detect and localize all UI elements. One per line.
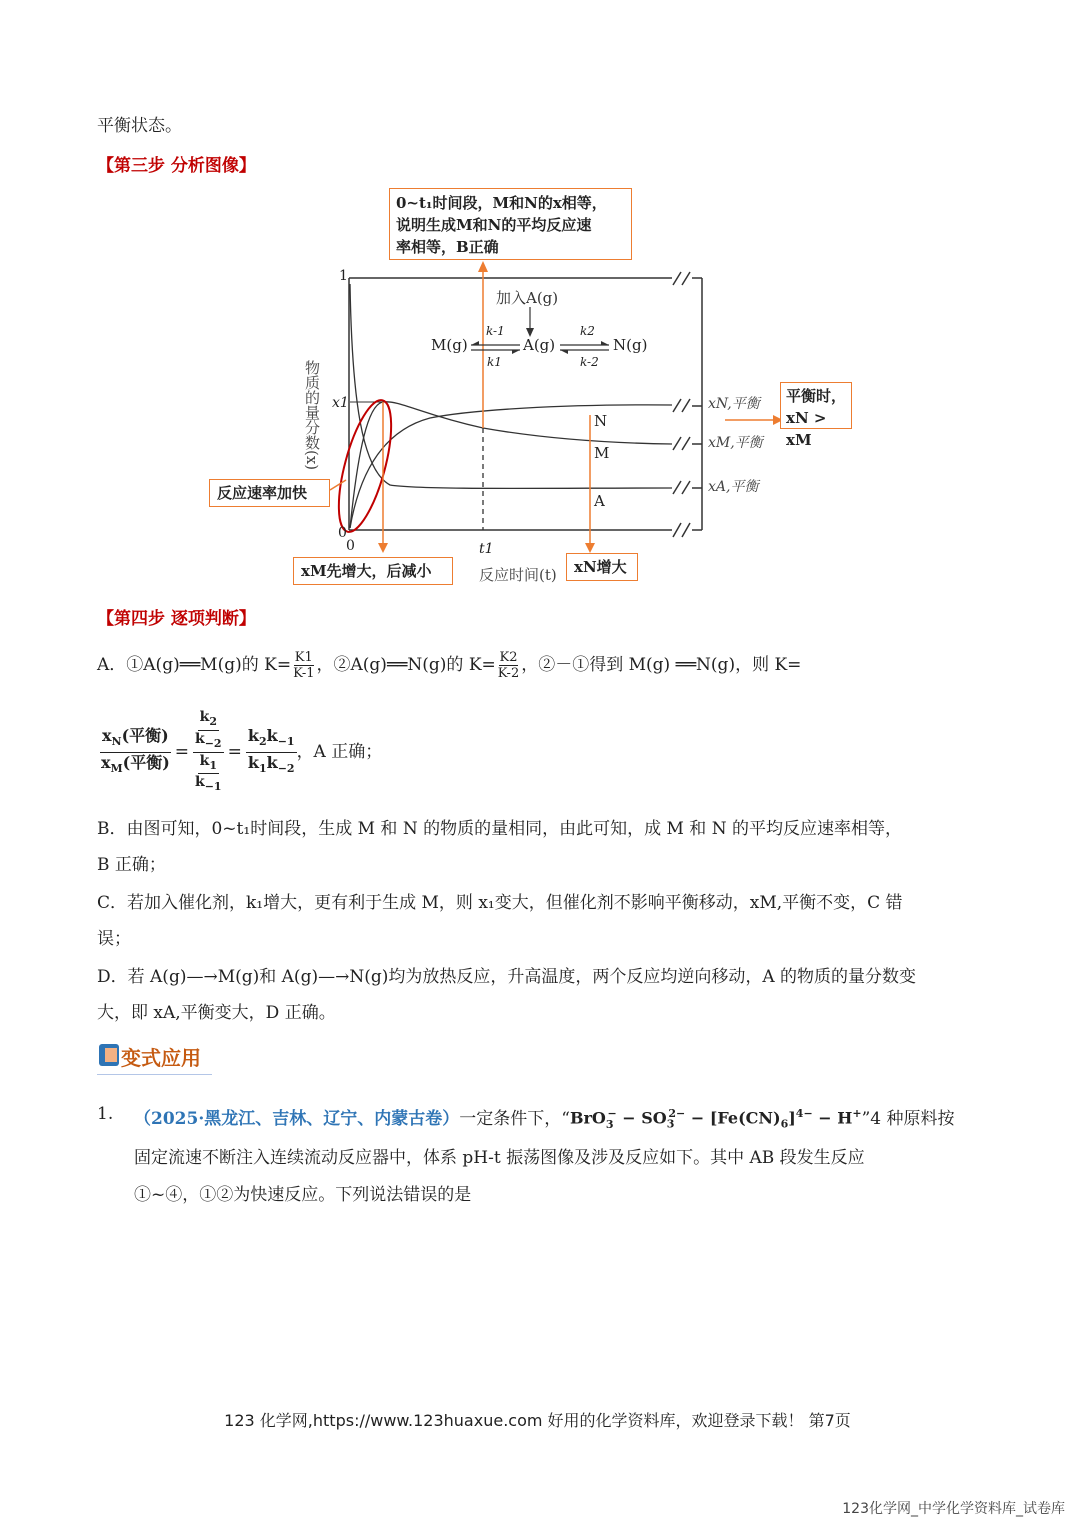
callout-xn: xN增大: [566, 553, 638, 581]
question-source: （2025·黑龙江、吉林、辽宁、内蒙古卷）: [134, 1109, 460, 1130]
callout-eq-line: xN > xM: [786, 409, 827, 449]
eq-label-a: xA,平衡: [708, 479, 759, 495]
callout-top-line: 0~t₁时间段，M和N的x相等，: [396, 194, 607, 212]
page-footer: 123 化学网,https://www.123huaxue.com 好用的化学资料库，欢迎登录下载！ 第7页: [224, 1411, 851, 1430]
step3-heading: 【第三步 分析图像】: [97, 156, 256, 176]
callout-xm: xM先增大，后减小: [293, 557, 453, 585]
frac-den: K-1: [293, 666, 315, 681]
fast-rate-ellipse: [328, 395, 402, 537]
option-d-line1: D．若 A(g)—→M(g)和 A(g)—→N(g)均为放热反应，升高温度，两个反应均逆向移动，A 的物质的量分数变: [97, 967, 917, 987]
curve-n: [350, 405, 672, 528]
k-1: k1: [487, 355, 502, 369]
option-a-line1: [97, 643, 801, 687]
callout-equilibrium: [780, 382, 852, 449]
curve-a: [350, 284, 672, 488]
tick-t1: t1: [479, 541, 494, 557]
frac-num: K1: [294, 650, 313, 665]
section-header: [97, 1040, 212, 1075]
frac-num: K2: [499, 650, 518, 665]
watermark: 123化学网_中学化学资料库_试卷库: [842, 1501, 1065, 1517]
add-a-label: 加入A(g): [496, 289, 559, 307]
fraction-k2: [498, 650, 519, 681]
tick-1: 1: [339, 268, 348, 284]
eq-label-m: xM,平衡: [708, 435, 763, 451]
intro-tail: 平衡状态。: [97, 116, 182, 136]
callout-top: [389, 188, 632, 260]
option-d-line2: 大，即 xA,平衡变大，D 正确。: [97, 1003, 336, 1023]
option-a-prefix: A．: [97, 655, 127, 675]
ratio-xn-xm: $x_N$(平衡) $x_M$(平衡): [100, 726, 170, 775]
step4-heading: 【第四步 逐项判断】: [97, 609, 256, 629]
option-c-line2: 误；: [97, 929, 131, 949]
x-axis-label: 反应时间(t): [479, 566, 557, 584]
option-c-line1: C．若加入催化剂，k₁增大，更有利于生成 M，则 x₁变大，但催化剂不影响平衡移动，xM,平衡不变，C 错: [97, 893, 903, 913]
species-m: M(g): [431, 336, 468, 354]
curve-label-m: M: [594, 444, 610, 462]
option-b-line1: B．由图可知，0~t₁时间段，生成 M 和 N 的物质的量相同，由此可知，成 M 和 N 的平均反应速率相等，: [97, 819, 902, 839]
formula-reactants: $BrO_3^- - SO_3^{2-} - [Fe(CN)_6]^{4-} - H^+$: [569, 1107, 862, 1131]
question-line2: 固定流速不断注入连续流动反应器中，体系 pH-t 振荡图像及涉及反应如下。其中 AB 段发生反应: [134, 1148, 865, 1168]
question-number: 1.: [97, 1104, 114, 1124]
ratio-k-simplified: $\frac{k_2k_{-1}}{k_1k_{-2}}$: [247, 726, 295, 775]
tick-x1: x1: [332, 395, 349, 411]
eq-label-n: xN,平衡: [708, 396, 760, 412]
option-a-formula: $x_N$(平衡) $x_M$(平衡) = $\frac{\frac{k_2}{k_{-2}}}{\frac{k_1}{k_{-1}}}$ = $\frac{k_2k_{-1}}{k_1k_{-2}}$ ，A 正确；: [100, 708, 383, 794]
species-n: N(g): [613, 336, 648, 354]
section-title: 变式应用: [121, 1046, 201, 1070]
ratio-k-compound: $\frac{\frac{k_2}{k_{-2}}}{\frac{k_1}{k_{-1}}}$: [195, 708, 222, 794]
question-line3: ①~④，①②为快速反应。下列说法错误的是: [134, 1185, 472, 1205]
book-icon: [99, 1044, 119, 1066]
question-line1: [134, 1096, 954, 1143]
option-a-r1: ①A(g)══M(g)的 K=: [126, 655, 292, 675]
k-minus2: k-2: [580, 355, 599, 369]
frac-den: K-2: [497, 666, 520, 681]
curve-label-n: N: [594, 412, 608, 430]
tick-0: 0: [346, 538, 355, 554]
question-line1-a: 一定条件下，“: [459, 1109, 570, 1130]
callout-top-line: 说明生成M和N的平均反应速: [396, 216, 592, 234]
k-minus1: k-1: [486, 324, 505, 338]
question-line1-b: ”4 种原料按: [861, 1109, 955, 1130]
y-axis-label: 物质的量分数(x): [303, 360, 321, 471]
curve-m: [350, 402, 672, 528]
species-a: A(g): [523, 336, 556, 354]
callout-top-line: 率相等，B正确: [396, 238, 499, 256]
tick-0-y: 0: [338, 525, 347, 541]
callout-eq-line: 平衡时，: [786, 387, 847, 405]
option-a-r2: ，②A(g)══N(g)的 K=: [316, 655, 496, 675]
k-2: k2: [580, 324, 595, 338]
curve-label-a: A: [594, 492, 605, 510]
option-a-r3: ，②－①得到 M(g) ══N(g)，则 K=: [521, 655, 802, 675]
option-b-line2: B 正确；: [97, 855, 166, 875]
option-a-tail: ，A 正确；: [296, 742, 383, 762]
callout-rate: 反应速率加快: [209, 479, 330, 507]
fraction-k1: [293, 650, 314, 681]
